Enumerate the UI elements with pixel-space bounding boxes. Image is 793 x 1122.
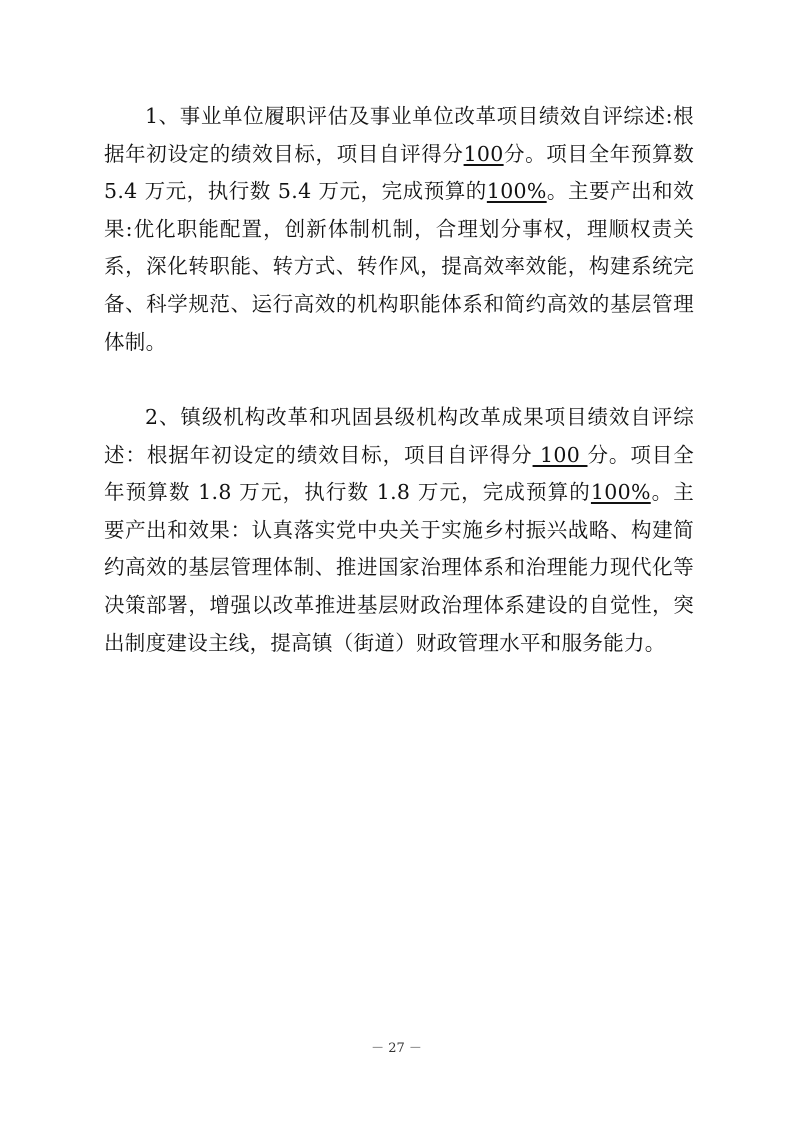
- paragraph-1: [104, 98, 694, 361]
- paragraph-2-text-a: 2、镇级机构改革和巩固县级机构改革成果项目绩效自评综述：根据年初设定的绩效目标，项目自评得分: [104, 405, 694, 467]
- paragraph-1-text-a: 1、事业单位履职评估及事业单位改革项目绩效自评综述:根据年初设定的绩效目标，项目自评得分: [104, 104, 694, 166]
- paragraph-1-score: 100: [463, 141, 504, 166]
- page-number: － 27 －: [371, 1041, 422, 1056]
- paragraph-1-text-c: 。主要产出和效果:优化职能配置，创新体制机制，合理划分事权，理顺权责关系，深化转职能、转方式、转作风，提高效率效能，构建系统完备、科学规范、运行高效的机构职能体系和简约高效的基层管理体制。: [104, 179, 694, 354]
- paragraph-1-rate: 100%: [486, 179, 547, 204]
- paragraph-2-score: 100: [532, 442, 588, 467]
- paragraph-1-text-b: 分。项目全年预算数 5.4 万元，执行数 5.4 万元，完成预算的: [104, 141, 694, 204]
- paragraph-2-rate: 100%: [590, 480, 651, 505]
- paragraph-2-text-c: 。主要产出和效果：认真落实党中央关于实施乡村振兴战略、构建简约高效的基层管理体制、推进国家治理体系和治理能力现代化等决策部署，增强以改革推进基层财政治理体系建设的自觉性，突出制度建设主线，提高镇（街道）财政管理水平和服务能力。: [104, 480, 694, 655]
- paragraph-2: [104, 399, 694, 662]
- paragraph-2-text-b: 分。项目全年预算数 1.8 万元，执行数 1.8 万元，完成预算的: [104, 442, 694, 505]
